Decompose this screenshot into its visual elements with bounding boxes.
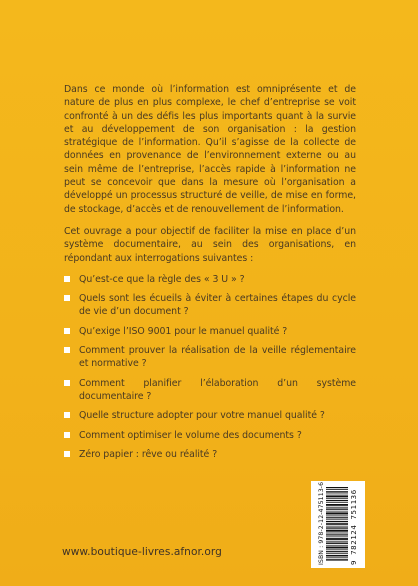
square-bullet-icon [64,295,70,301]
publisher-website-link[interactable]: www.boutique-livres.afnor.org [62,546,222,558]
questions-list [64,273,356,461]
barcode-digits: 9 782124 751136 [349,489,358,565]
question-item: Quels sont les écueils à éviter à certaines étapes du cycle de vie d’un document ? [64,292,356,319]
isbn-label: ISBN : 978-2-12-475113-6 [318,481,325,565]
question-item: Quelle structure adopter pour votre manuel qualité ? [64,409,356,422]
question-item: Qu’est-ce que la règle des « 3 U » ? [64,273,356,286]
barcode-bars [326,487,348,561]
question-item: Zéro papier : rêve ou réalité ? [64,448,356,461]
square-bullet-icon [64,328,70,334]
back-cover-text [64,83,356,467]
intro-paragraph-1: Dans ce monde où l’information est omniprésente et de nature de plus en plus complexe, le chef d’entreprise se voit confronté à un des défis les plus importants quant à la survie et au développement de son organisation : la gestion stratégique de l’information. Qu’il s’agisse de la collecte de données en provenance de l’environnement externe ou au sein même de l’entreprise, l’accès rapide à l’information ne peut se concevoir que dans la mesure où l’organisation a développé un processus structuré de veille, de mise en forme, de stockage, d’accès et de renouvellement de l’information. [64,84,356,215]
question-item: Qu’exige l’ISO 9001 pour le manuel qualité ? [64,325,356,338]
square-bullet-icon [64,380,70,386]
square-bullet-icon [64,347,70,353]
question-item: Comment optimiser le volume des documents ? [64,429,356,442]
square-bullet-icon [64,451,70,457]
barcode [311,481,365,568]
intro-paragraph-2: Cet ouvrage a pour objectif de faciliter la mise en place d’un système documentaire, au sein des organisations, en répondant aux interrogations suivantes : [64,225,356,264]
square-bullet-icon [64,412,70,418]
question-item: Comment prouver la réalisation de la veille réglementaire et normative ? [64,344,356,371]
question-item: Comment planifier l’élaboration d’un système documentaire ? [64,377,356,404]
square-bullet-icon [64,432,70,438]
square-bullet-icon [64,276,70,282]
